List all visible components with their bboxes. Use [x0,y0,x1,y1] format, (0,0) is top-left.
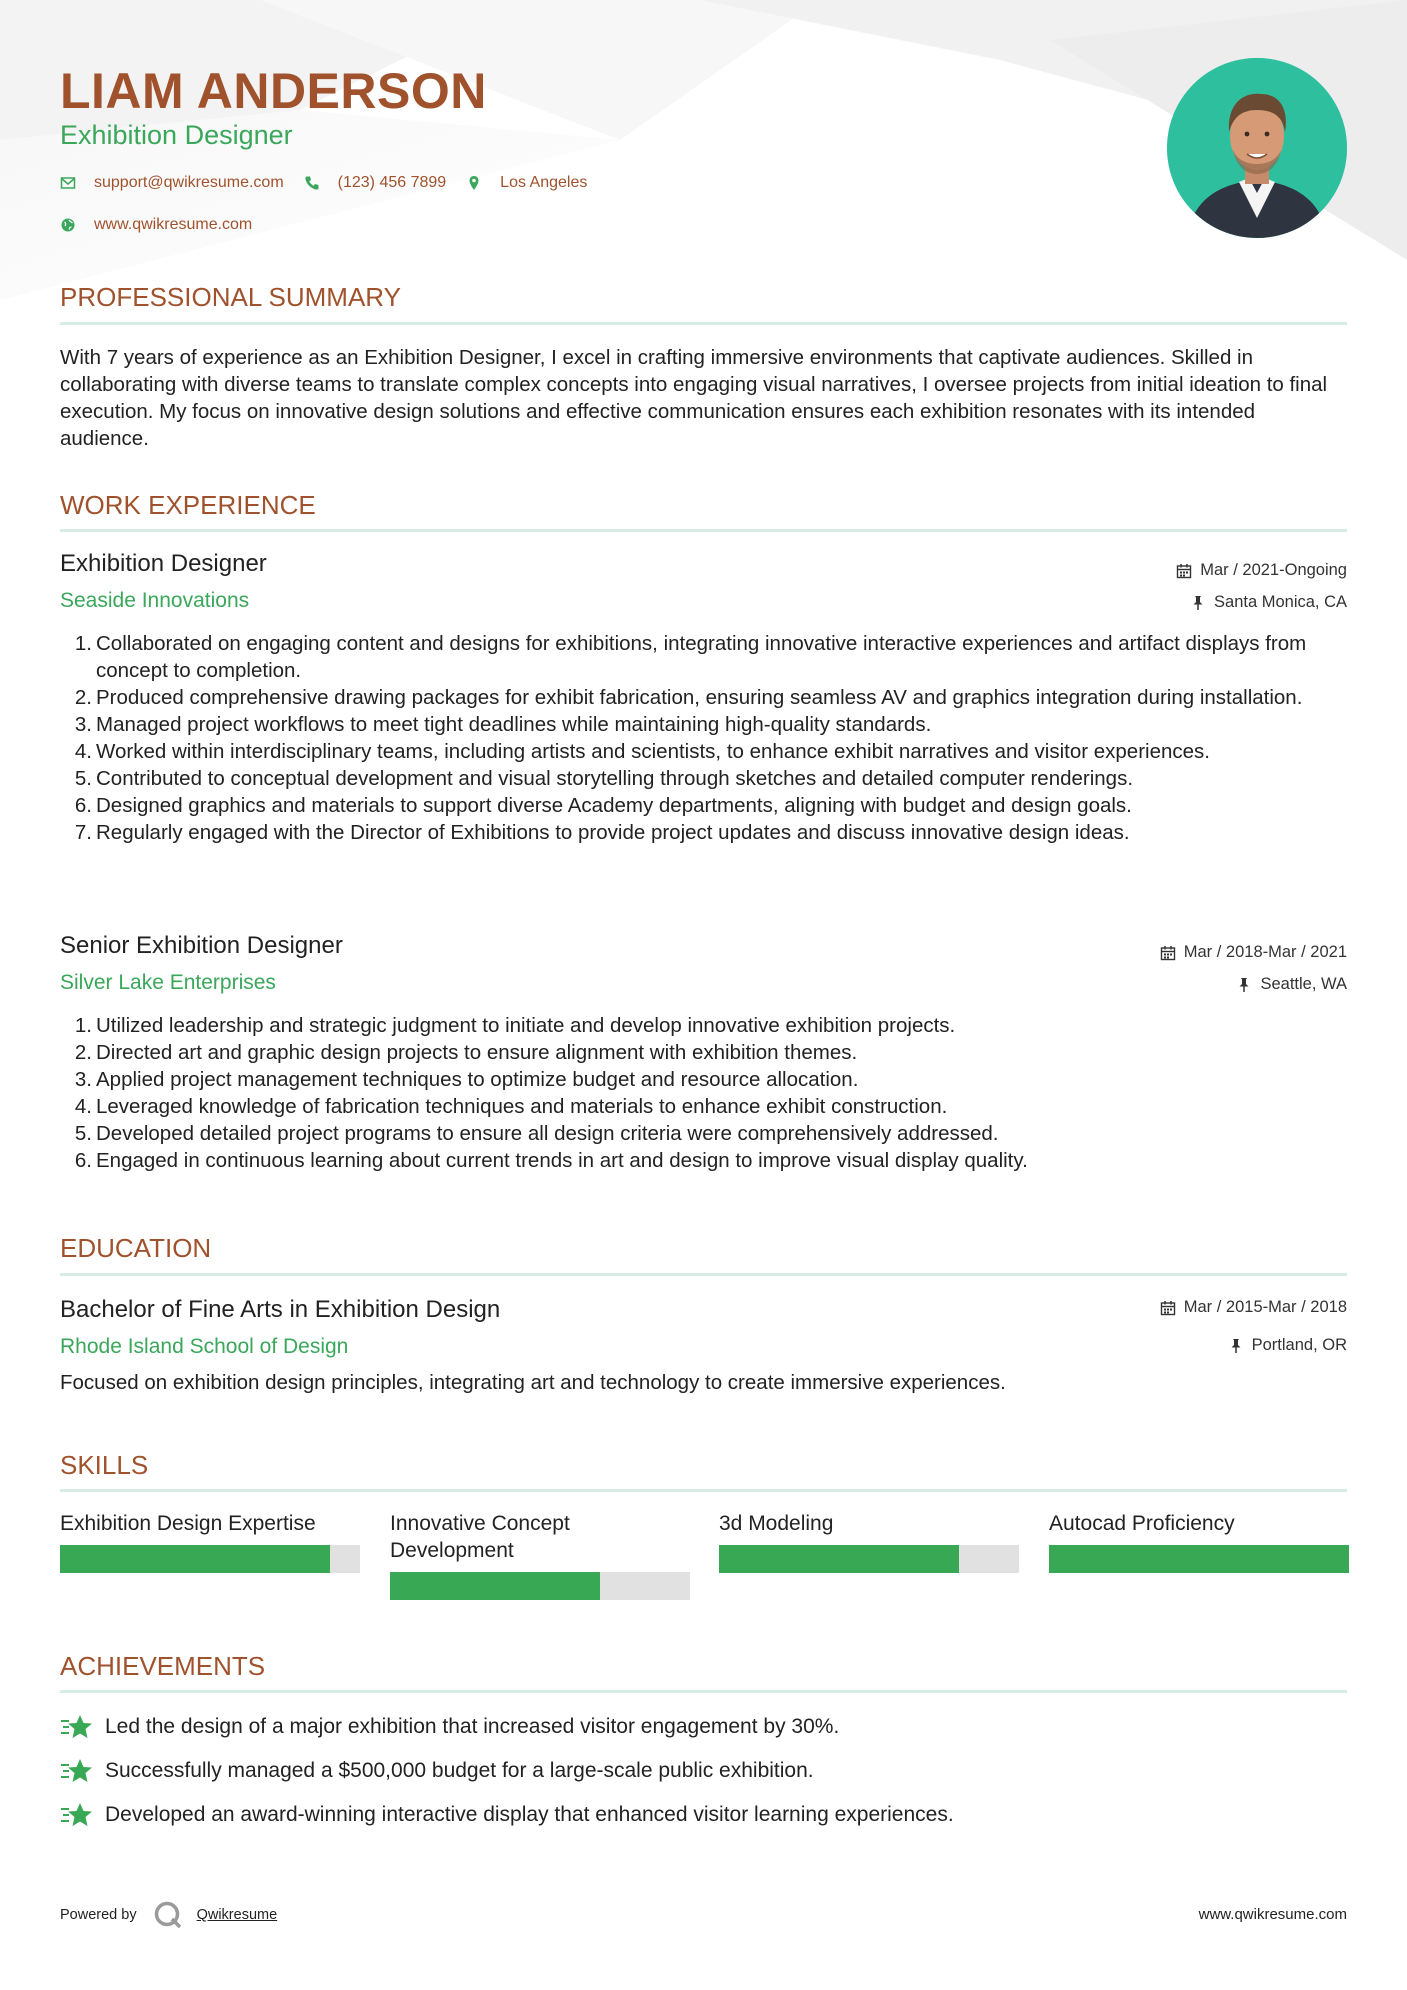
achievement-text: Led the design of a major exhibition that increased visitor engagement by 30%. [105,1715,840,1738]
location-text: Los Angeles [500,174,588,191]
job-company: Seaside Innovations [60,589,250,612]
bullet-text: Engaged in continuous learning about current trends in art and design to improve visual display quality. [96,1149,1028,1172]
email-contact[interactable] [60,174,284,192]
summary-text: With 7 years of experience as an Exhibition Designer, I excel in crafting immersive environments that captivate audiences. Skilled in collaborating with diverse teams to translate complex concepts into engaging visual narratives, I oversee projects from initial ideation to final execution. My focus on innovative design solutions and effective communication ensures each exhibition resonates with its intended audience. [60,346,1328,450]
section-heading-achievements: ACHIEVEMENTS [60,1651,266,1681]
globe-icon [60,217,76,233]
star-award-icon [60,1801,94,1829]
skill-bar [60,1545,360,1573]
job-bullets [74,630,1347,846]
bullet-text: Designed graphics and materials to support diverse Academy departments, aligning with budget and design goals. [96,794,1132,817]
profile-photo [1167,58,1347,238]
section-heading-skills: SKILLS [60,1450,149,1480]
skill-label: Autocad Proficiency [1049,1512,1235,1535]
phone-contact[interactable] [304,174,447,192]
list-item: 3. Applied project management techniques to optimize budget and resource allocation. [74,1068,859,1091]
contact-row [60,174,607,192]
candidate-title: Exhibition Designer [60,120,293,150]
website-contact[interactable] [60,216,252,234]
candidate-name: LIAM ANDERSON [60,63,487,119]
job-bullets [74,1012,1347,1174]
education-description: Focused on exhibition design principles, integrating art and technology to create immersive experiences. [60,1371,1006,1394]
list-item: 5. Developed detailed project programs to ensure all design criteria were comprehensively addressed. [74,1122,999,1145]
calendar-icon [1176,563,1192,579]
job-title: Senior Exhibition Designer [60,932,343,959]
qwikresume-link[interactable]: Qwikresume [196,1907,278,1923]
skill-bar-fill [719,1545,959,1573]
star-award-icon [60,1757,94,1785]
education-location [1228,1336,1347,1355]
list-item: 1. Collaborated on engaging content and designs for exhibitions, integrating innovative interactive experiences and artifact displays from concept to completion. [74,632,1307,682]
bullet-text: Collaborated on engaging content and designs for exhibitions, integrating innovative interactive experiences and artifact displays from concept to completion. [96,632,1307,682]
skill-bar-fill [390,1572,600,1600]
section-heading-education: EDUCATION [60,1233,212,1263]
achievement-text: Developed an award-winning interactive display that enhanced visitor learning experiences. [105,1803,954,1826]
bullet-text: Developed detailed project programs to ensure all design criteria were comprehensively addressed. [96,1122,999,1145]
skill-bar-fill [60,1545,330,1573]
pushpin-icon [1190,595,1206,611]
job-title: Exhibition Designer [60,550,267,577]
phone-text: (123) 456 7899 [337,174,447,191]
bullet-text: Utilized leadership and strategic judgment to initiate and develop innovative exhibition projects. [96,1014,956,1037]
bullet-text: Produced comprehensive drawing packages for exhibit fabrication, ensuring seamless AV and graphics integration during installation. [96,686,1303,709]
list-item: 7. Regularly engaged with the Director of Exhibitions to provide project updates and discuss innovative design ideas. [74,821,1130,844]
bullet-text: Contributed to conceptual development and visual storytelling through sketches and detailed computer renderings. [96,767,1134,790]
skill-label: Innovative Concept Development [390,1512,570,1562]
job-dates-text: Mar / 2018-Mar / 2021 [1183,943,1347,961]
qwikresume-logo-icon [153,1900,183,1930]
job-dates [1160,943,1347,962]
bullet-text: Worked within interdisciplinary teams, including artists and scientists, to enhance exhibit narratives and visitor experiences. [96,740,1210,763]
bullet-text: Leveraged knowledge of fabrication techniques and materials to enhance exhibit construction. [96,1095,948,1118]
skill-bar [390,1572,690,1600]
bullet-text: Directed art and graphic design projects to ensure alignment with exhibition themes. [96,1041,858,1064]
footer-website-link[interactable]: www.qwikresume.com [1198,1906,1347,1923]
achievement-item [60,1801,954,1829]
job-location-text: Seattle, WA [1260,975,1347,993]
job-location [1190,593,1347,612]
footer-powered-by [60,1900,277,1930]
list-item: 2. Directed art and graphic design projects to ensure alignment with exhibition themes. [74,1041,858,1064]
achievement-text: Successfully managed a $500,000 budget for a large-scale public exhibition. [105,1759,814,1782]
job-location-text: Santa Monica, CA [1214,593,1347,611]
job-dates-text: Mar / 2021-Ongoing [1200,561,1347,579]
list-item: 5. Contributed to conceptual development and visual storytelling through sketches and detailed computer renderings. [74,767,1134,790]
calendar-icon [1160,1300,1176,1316]
pushpin-icon [1228,1338,1244,1354]
skill-item [60,1510,360,1573]
skill-label: Exhibition Design Expertise [60,1512,316,1535]
phone-icon [304,175,320,191]
skill-label: 3d Modeling [719,1512,834,1535]
section-divider [60,322,1347,325]
list-item: 6. Engaged in continuous learning about current trends in art and design to improve visual display quality. [74,1149,1028,1172]
education-dates-text: Mar / 2015-Mar / 2018 [1183,1298,1347,1316]
skill-bar [719,1545,1019,1573]
education-location-text: Portland, OR [1251,1336,1347,1354]
avatar-illustration [1167,58,1347,238]
map-pin-icon [466,175,482,191]
achievement-item [60,1713,839,1741]
website-row [60,216,272,234]
section-divider [60,1690,1347,1693]
list-item: 6. Designed graphics and materials to support diverse Academy departments, aligning with budget and design goals. [74,794,1132,817]
envelope-icon [60,175,76,191]
degree-title: Bachelor of Fine Arts in Exhibition Design [60,1296,501,1323]
school-name: Rhode Island School of Design [60,1335,349,1358]
skill-bar [1049,1545,1349,1573]
calendar-icon [1160,945,1176,961]
section-divider [60,529,1347,532]
section-heading-experience: WORK EXPERIENCE [60,490,316,520]
list-item: 2. Produced comprehensive drawing packages for exhibit fabrication, ensuring seamless AV and graphics integration during installation. [74,686,1303,709]
star-award-icon [60,1713,94,1741]
skill-item [1049,1510,1349,1573]
bullet-text: Regularly engaged with the Director of Exhibitions to provide project updates and discuss innovative design ideas. [96,821,1130,844]
skill-item [719,1510,1019,1573]
education-dates [1160,1298,1347,1317]
powered-by-label: Powered by [60,1907,137,1923]
section-divider [60,1489,1347,1492]
resume-page [60,0,1347,1990]
job-dates [1176,561,1347,580]
list-item: 1. Utilized leadership and strategic judgment to initiate and develop innovative exhibition projects. [74,1014,956,1037]
section-divider [60,1273,1347,1276]
list-item: 4. Worked within interdisciplinary teams, including artists and scientists, to enhance exhibit narratives and visitor experiences. [74,740,1210,763]
list-item: 4. Leveraged knowledge of fabrication techniques and materials to enhance exhibit construction. [74,1095,948,1118]
pushpin-icon [1236,977,1252,993]
bullet-text: Applied project management techniques to optimize budget and resource allocation. [96,1068,859,1091]
list-item: 3. Managed project workflows to meet tight deadlines while maintaining high-quality standards. [74,713,932,736]
achievement-item [60,1757,814,1785]
skill-bar-fill [1049,1545,1349,1573]
website-text: www.qwikresume.com [94,216,253,233]
section-heading-summary: PROFESSIONAL SUMMARY [60,282,401,312]
email-text: support@qwikresume.com [94,174,284,191]
skill-item [390,1510,690,1600]
job-location [1236,975,1347,994]
bullet-text: Managed project workflows to meet tight deadlines while maintaining high-quality standards. [96,713,932,736]
job-company: Silver Lake Enterprises [60,971,276,994]
location-contact [466,174,587,192]
